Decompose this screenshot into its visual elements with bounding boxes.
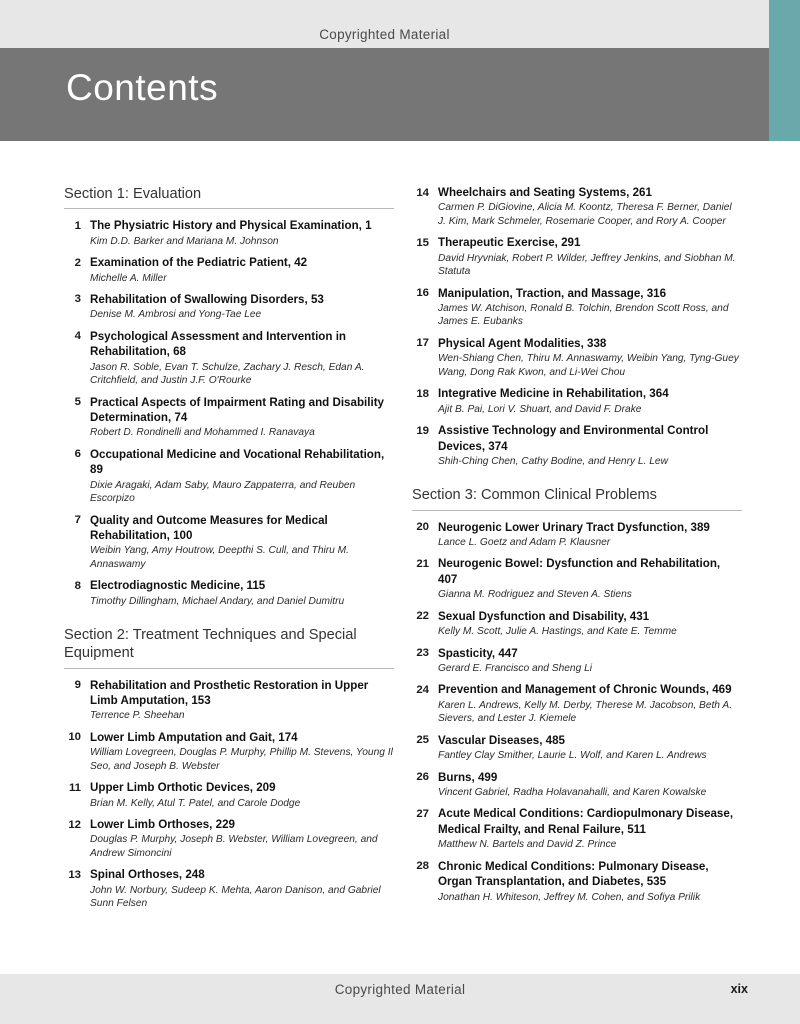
chapter-authors: Lance L. Goetz and Adam P. Klausner <box>438 537 611 549</box>
toc-column-left <box>64 185 394 918</box>
chapter-title[interactable]: Lower Limb Amputation and Gait, 174 <box>90 730 298 744</box>
toc-column-right <box>412 185 742 911</box>
toc-entry[interactable] <box>412 646 742 676</box>
chapter-authors: John W. Norbury, Sudeep K. Mehta, Aaron Danison, and Gabriel Sunn Felsen <box>90 884 381 910</box>
chapter-number: 1 <box>74 219 81 232</box>
chapter-body <box>438 386 742 416</box>
chapter-title[interactable]: Practical Aspects of Impairment Rating and Disability Determination, 74 <box>90 395 384 424</box>
chapter-authors: Dixie Aragaki, Adam Saby, Mauro Zappaterra, and Reuben Escorpizo <box>90 479 356 505</box>
chapter-body <box>90 817 394 860</box>
chapter-authors: James W. Atchison, Ronald B. Tolchin, Brendon Scott Ross, and James E. Eubanks <box>438 303 729 328</box>
chapter-authors: Gerard E. Francisco and Sheng Li <box>438 663 593 674</box>
chapter-number: 27 <box>416 807 429 820</box>
toc-entry[interactable] <box>64 513 394 572</box>
chapter-body <box>90 329 394 388</box>
toc-entry[interactable] <box>412 235 742 278</box>
chapter-body <box>90 218 394 248</box>
chapter-title[interactable]: Acute Medical Conditions: Cardiopulmonary Disease, Medical Frailty, and Renal Failure, 511 <box>438 807 734 836</box>
toc-entry[interactable] <box>412 423 742 468</box>
toc-entry[interactable] <box>412 609 742 639</box>
chapter-authors: Michelle A. Miller <box>90 272 167 284</box>
chapter-body <box>438 646 742 676</box>
chapter-authors: Gianna M. Rodriguez and Steven A. Stiens <box>438 589 632 601</box>
chapter-number: 25 <box>416 734 429 747</box>
chapter-number: 3 <box>74 293 81 306</box>
chapter-number: 17 <box>416 337 429 350</box>
section-heading: Section 2: Treatment Techniques and Special Equipment <box>64 626 394 668</box>
chapter-body <box>438 770 742 800</box>
chapter-title[interactable]: Integrative Medicine in Rehabilitation, 364 <box>438 387 669 401</box>
chapter-authors: Shih-Ching Chen, Cathy Bodine, and Henry L. Lew <box>438 455 668 467</box>
toc-entry[interactable] <box>64 447 394 506</box>
chapter-title[interactable]: Burns, 499 <box>438 770 498 784</box>
chapter-title[interactable]: Occupational Medicine and Vocational Rehabilitation, 89 <box>90 447 385 477</box>
copyright-notice-top: Copyrighted Material <box>319 27 450 42</box>
chapter-body <box>438 423 742 468</box>
chapter-authors: Ajit B. Pai, Lori V. Shuart, and David F. Drake <box>438 403 642 415</box>
chapter-number: 13 <box>68 868 81 881</box>
chapter-authors: David Hryvniak, Robert P. Wilder, Jeffrey Jenkins, and Siobhan M. Statuta <box>438 252 736 278</box>
chapter-title[interactable]: Manipulation, Traction, and Massage, 316 <box>438 286 667 300</box>
toc-entry[interactable] <box>412 859 742 904</box>
chapter-title[interactable]: Physical Agent Modalities, 338 <box>438 336 607 350</box>
page-number: xix <box>730 982 748 996</box>
chapter-number: 28 <box>416 860 429 873</box>
toc-entry[interactable] <box>412 336 742 379</box>
toc-entry[interactable] <box>64 292 394 322</box>
chapter-number: 26 <box>416 771 429 784</box>
chapter-body <box>438 336 742 379</box>
chapter-body <box>90 678 394 723</box>
chapter-title[interactable]: Vascular Diseases, 485 <box>438 733 565 747</box>
section-heading: Section 1: Evaluation <box>64 185 394 209</box>
chapter-title[interactable]: Neurogenic Lower Urinary Tract Dysfunction, 389 <box>438 520 710 534</box>
section-heading: Section 3: Common Clinical Problems <box>412 486 742 510</box>
chapter-authors: Matthew N. Bartels and David Z. Prince <box>438 839 617 851</box>
toc-entry[interactable] <box>412 185 742 228</box>
chapter-title[interactable]: Therapeutic Exercise, 291 <box>438 236 581 250</box>
chapter-body <box>90 255 394 285</box>
chapter-body <box>438 733 742 763</box>
chapter-body <box>90 447 394 506</box>
chapter-body <box>90 730 394 773</box>
chapter-number: 9 <box>74 679 81 692</box>
chapter-authors: Carmen P. DiGiovine, Alicia M. Koontz, Theresa F. Berner, Daniel J. Kim, Mark Schmeler, Rosemarie Cooper, and Rory A. Cooper <box>438 202 732 227</box>
toc-entry[interactable] <box>64 255 394 285</box>
page-title: Contents <box>66 67 219 108</box>
chapter-authors: Wen-Shiang Chen, Thiru M. Annaswamy, Weibin Yang, Tyng-Guey Wang, Dong Rak Kwon, and Li-Wei Chou <box>438 353 739 378</box>
chapter-body <box>438 859 742 904</box>
chapter-authors: Vincent Gabriel, Radha Holavanahalli, and Karen Kowalske <box>438 787 707 799</box>
chapter-number: 12 <box>68 818 81 831</box>
header-accent-bar <box>769 0 800 48</box>
chapter-title[interactable]: Upper Limb Orthotic Devices, 209 <box>90 781 276 795</box>
chapter-number: 10 <box>68 731 81 744</box>
chapter-body <box>90 395 394 440</box>
chapter-title[interactable]: Lower Limb Orthoses, 229 <box>90 818 235 831</box>
chapter-authors: Jonathan H. Whiteson, Jeffrey M. Cohen, and Sofiya Prilik <box>438 891 701 903</box>
toc-entry[interactable] <box>64 578 394 608</box>
toc-entry[interactable] <box>412 733 742 763</box>
chapter-title[interactable]: Rehabilitation of Swallowing Disorders, 53 <box>90 292 324 306</box>
toc-entry[interactable] <box>412 682 742 725</box>
chapter-number: 7 <box>74 514 81 527</box>
chapter-number: 16 <box>416 287 429 300</box>
chapter-title[interactable]: Psychological Assessment and Intervention in Rehabilitation, 68 <box>90 329 346 359</box>
chapter-title[interactable]: Sexual Dysfunction and Disability, 431 <box>438 609 650 623</box>
toc-entry[interactable] <box>64 329 394 388</box>
chapter-number: 21 <box>416 557 429 570</box>
chapter-body <box>438 235 742 278</box>
chapter-title[interactable]: Examination of the Pediatric Patient, 42 <box>90 256 308 270</box>
chapter-authors: Denise M. Ambrosi and Yong-Tae Lee <box>90 309 262 321</box>
chapter-body <box>90 292 394 322</box>
chapter-number: 6 <box>74 448 81 461</box>
toc-entry[interactable] <box>412 286 742 329</box>
chapter-authors: Kelly M. Scott, Julie A. Hastings, and Kate E. Temme <box>438 626 677 638</box>
chapter-body <box>90 867 394 910</box>
chapter-body <box>438 682 742 725</box>
chapter-title[interactable]: Spasticity, 447 <box>438 646 518 660</box>
toc-entry[interactable] <box>64 780 394 810</box>
chapter-title[interactable]: Rehabilitation and Prosthetic Restoration in Upper Limb Amputation, 153 <box>90 678 369 707</box>
chapter-authors: Kim D.D. Barker and Mariana M. Johnson <box>90 235 279 247</box>
chapter-authors: Douglas P. Murphy, Joseph B. Webster, William Lovegreen, and Andrew Simoncini <box>90 834 378 859</box>
chapter-body <box>438 520 742 550</box>
chapter-authors: William Lovegreen, Douglas P. Murphy, Phillip M. Stevens, Young Il Seo, and Joseph B. Webster <box>90 747 393 772</box>
chapter-number: 14 <box>416 186 429 199</box>
chapter-number: 22 <box>416 610 429 623</box>
chapter-body <box>438 286 742 329</box>
chapter-number: 8 <box>74 579 81 592</box>
toc-entry[interactable] <box>64 395 394 440</box>
toc-entry[interactable] <box>64 730 394 773</box>
chapter-title[interactable]: Electrodiagnostic Medicine, 115 <box>90 579 266 593</box>
chapter-body <box>90 513 394 572</box>
chapter-number: 11 <box>68 781 81 794</box>
chapter-title[interactable]: Neurogenic Bowel: Dysfunction and Rehabilitation, 407 <box>438 557 721 586</box>
chapter-title[interactable]: Quality and Outcome Measures for Medical Rehabilitation, 100 <box>90 513 328 542</box>
chapter-number: 20 <box>416 521 429 534</box>
chapter-authors: Brian M. Kelly, Atul T. Patel, and Carole Dodge <box>90 797 301 809</box>
chapter-authors: Karen L. Andrews, Kelly M. Derby, Therese M. Jacobson, Beth A. Sievers, and Lester J. Kiemele <box>438 699 733 725</box>
chapter-body <box>90 578 394 608</box>
toc-entry[interactable] <box>64 817 394 860</box>
copyright-notice-bottom: Copyrighted Material <box>334 982 466 997</box>
chapter-number: 5 <box>74 396 81 409</box>
chapter-title[interactable]: The Physiatric History and Physical Examination, 1 <box>90 219 372 233</box>
chapter-number: 4 <box>74 330 81 343</box>
chapter-number: 15 <box>416 236 429 249</box>
toc-entry[interactable] <box>412 386 742 416</box>
chapter-body <box>438 609 742 639</box>
toc-entry[interactable] <box>412 520 742 550</box>
chapter-authors: Weibin Yang, Amy Houtrow, Deepthi S. Cull, and Thiru M. Annaswamy <box>90 545 349 570</box>
chapter-authors: Fantley Clay Smither, Laurie L. Wolf, and Karen L. Andrews <box>438 750 707 762</box>
chapter-authors: Robert D. Rondinelli and Mohammed I. Ranavaya <box>90 427 315 439</box>
chapter-authors: Timothy Dillingham, Michael Andary, and Daniel Dumitru <box>90 595 345 607</box>
chapter-number: 19 <box>416 424 429 437</box>
chapter-authors: Terrence P. Sheehan <box>90 710 185 722</box>
toc-entry[interactable] <box>412 806 742 851</box>
chapter-number: 24 <box>416 683 429 696</box>
chapter-title[interactable]: Chronic Medical Conditions: Pulmonary Disease, Organ Transplantation, and Diabetes, 535 <box>438 859 709 889</box>
chapter-body <box>438 185 742 228</box>
chapter-number: 23 <box>416 647 429 660</box>
chapter-body <box>90 780 394 810</box>
toc-entry[interactable] <box>64 218 394 248</box>
chapter-body <box>438 806 742 851</box>
toc-entry[interactable] <box>64 678 394 723</box>
chapter-number: 18 <box>416 387 429 400</box>
chapter-number: 2 <box>74 256 81 269</box>
title-accent-bar <box>769 48 800 141</box>
chapter-title[interactable]: Wheelchairs and Seating Systems, 261 <box>438 186 652 199</box>
chapter-title[interactable]: Prevention and Management of Chronic Wounds, 469 <box>438 683 732 697</box>
chapter-title[interactable]: Assistive Technology and Environmental Control Devices, 374 <box>438 424 709 453</box>
toc-entry[interactable] <box>412 770 742 800</box>
toc-entry[interactable] <box>64 867 394 910</box>
chapter-authors: Jason R. Soble, Evan T. Schulze, Zachary J. Resch, Edan A. Critchfield, and Justin J.F. O'Rourke <box>90 361 365 387</box>
chapter-title[interactable]: Spinal Orthoses, 248 <box>90 868 205 882</box>
chapter-body <box>438 556 742 601</box>
toc-entry[interactable] <box>412 556 742 601</box>
